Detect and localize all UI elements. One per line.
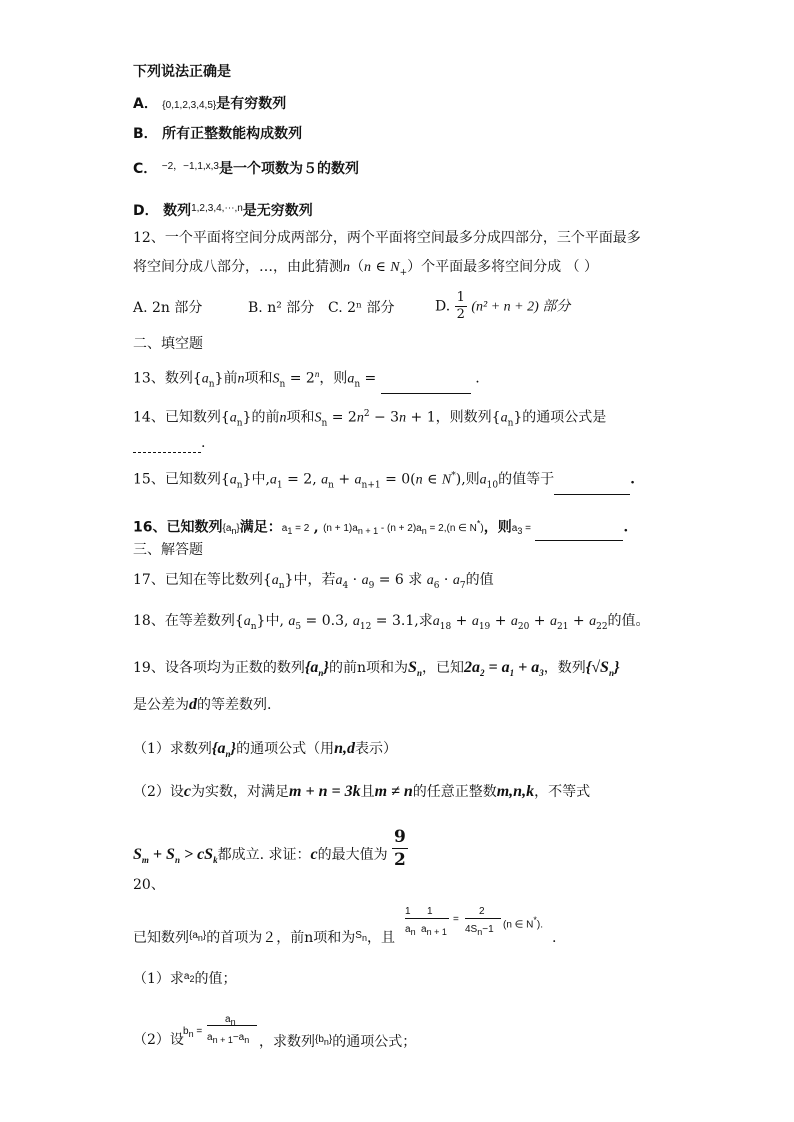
q14-line2: . [133,433,205,453]
q12-option-c: C. 2ⁿ 部分 [328,300,395,316]
q19-part2: （2）设c为实数，对满足m + n = 3k且m ≠ n的任意正整数m,n,k，不等式 [133,783,591,800]
q19-part1: （1）求数列$\{a_n\}$的通项公式（用n,d表示） [133,740,397,760]
q11-stem: 下列说法正确是 [133,64,231,80]
section-answer: 三、解答题 [133,542,203,558]
q11-option-d: D． 数列$^{1,2,3,4,\cdots,n}$是无穷数列 [133,203,313,219]
q11-option-b: B． 所有正整数能构成数列 [133,126,303,142]
q19-part3: $S_m + S_n > cS_k$都成立. 求证：c的最大值为 $\frac{9}{2}$ [133,827,406,870]
q20-part2: （2）设 $b_n$ = $a_n$ $a_{n + 1}-a_n$ ，求数列$^{\{b_n\}}$的通项公式； [133,1014,417,1050]
section-fill-blank: 二、填空题 [133,336,203,352]
q13: 13、数列$\{a_n\}$前n项和$S_n = 2^n$，则$a_n$ = . [133,364,480,394]
q11-option-a: A． {0,1,2,3,4,5}是有穷数列 [133,96,287,112]
q12-option-b: B. n² 部分 [248,300,315,316]
q20-part1: （1）求$^{a_2}$的值； [133,971,237,987]
q12-option-d: D. $\frac{1}{2}$ (n² + n + 2) 部分 [435,290,571,322]
q14-line1: 14、已知数列$\{a_n\}$的前n项和$S_n = 2n^2 - 3n + 1$，则数列$\{a_n\}$的通项公式是 [133,409,607,429]
q15: 15、已知数列$\{a_n\}$中$,a_1 = 2$, $a_n + a_{n+1} = 0(n$ ∈ N*),则$a_{10}$的值等于 . [133,466,635,495]
q18: 18、在等差数列$\{a_n\}$中, $a_5 = 0.3$, $a_{12} = 3.1$,求$a_{18} + a_{19} + a_{20} + a_{21} + a_{22}$的值。 [133,613,650,632]
q12-line2: 将空间分成八部分，…，由此猜测n（n ∈ $N_+$）个平面最多将空间分成 （ ） [133,259,599,278]
q12-options [133,290,653,322]
q19-line1: 19、设各项均为正数的数列$\{a_n\}$的前n项和为$S_n$，已知$2a_2 = a_1 + a_3$，数列$\{√S_n\}$ [133,659,620,679]
q17: 17、已知在等比数列$\{a_n\}$中，若$a_4 \cdot a_9 = 6$ 求 $a_6 \cdot a_7$的值 [133,572,494,591]
q20-number: 20、 [133,877,165,893]
q19-line2: 是公差为d的等差数列. [133,696,272,713]
q12-line1: 12、一个平面将空间分成两部分，两个平面将空间最多分成四部分，三个平面最多 [133,230,641,246]
q16: 16、已知数列$\{a_n\}$满足：$a_1 = 2$ , $(n + 1)a_{n + 1} - (n + 2)a_n = 2,(n$ ∈ N*)，则$a_3$ = . [133,514,628,541]
q11-option-c: C． $^{-2,-1,1,x,3}$是一个项数为５的数列 [133,161,359,177]
q12-option-a: A. 2n 部分 [133,300,203,316]
q20-line1: 已知数列$^{\{a_n\}}$的首项为２，前n项和为$^{S_n}$，且 1 1 $a_n$ $a_{n + 1}$ = 2 $4S_n-1$ (n ∈ N*). . [133,906,557,946]
